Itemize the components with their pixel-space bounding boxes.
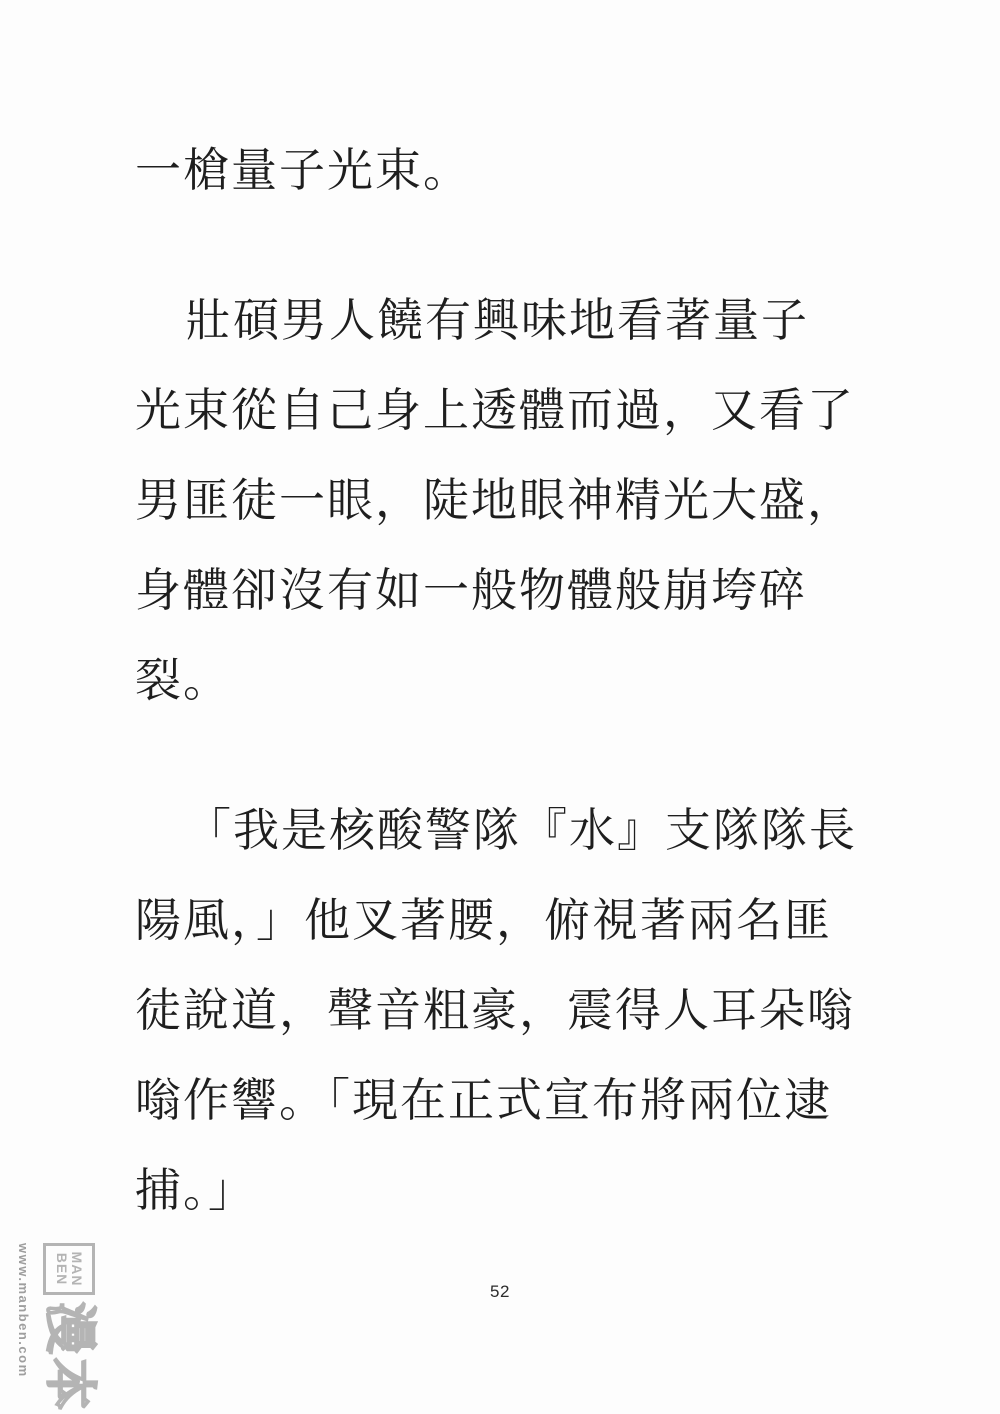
watermark-logo-text-bottom: BEN — [54, 1252, 70, 1286]
watermark-logo-box — [43, 1243, 95, 1295]
watermark-logo-row — [38, 1243, 100, 1414]
watermark-characters: 漫本 — [40, 1302, 98, 1414]
text-line: 光束從自己身上透體而過，又看了 — [135, 384, 855, 436]
paragraph — [135, 275, 883, 725]
text-line: 男匪徒一眼，陡地眼神精光大盛， — [135, 474, 855, 526]
text-line: 壯碩男人饒有興味地看著量子 — [185, 294, 809, 346]
watermark-url: www.manben.com — [16, 1243, 31, 1378]
text-line: 捕。」 — [135, 1164, 256, 1216]
text-line: 陽風，」他叉著腰，俯視著兩名匪 — [135, 894, 832, 946]
text-line: 裂。 — [135, 654, 231, 706]
watermark — [8, 1243, 100, 1414]
text-line: 一槍量子光束。 — [135, 144, 471, 196]
text-line: 徒說道，聲音粗豪，震得人耳朵嗡 — [135, 984, 855, 1036]
text-line: 「我是核酸警隊『水』支隊隊長 — [185, 804, 857, 856]
body-text — [135, 125, 883, 1295]
page-number: 52 — [490, 1282, 510, 1301]
watermark-logo-text-top: MAN — [69, 1251, 85, 1287]
text-line: 嗡作響。「現在正式宣布將兩位逮 — [135, 1074, 832, 1126]
paragraph — [135, 785, 883, 1235]
text-line: 身體卻沒有如一般物體般崩垮碎 — [135, 564, 807, 616]
paragraph — [135, 125, 883, 215]
